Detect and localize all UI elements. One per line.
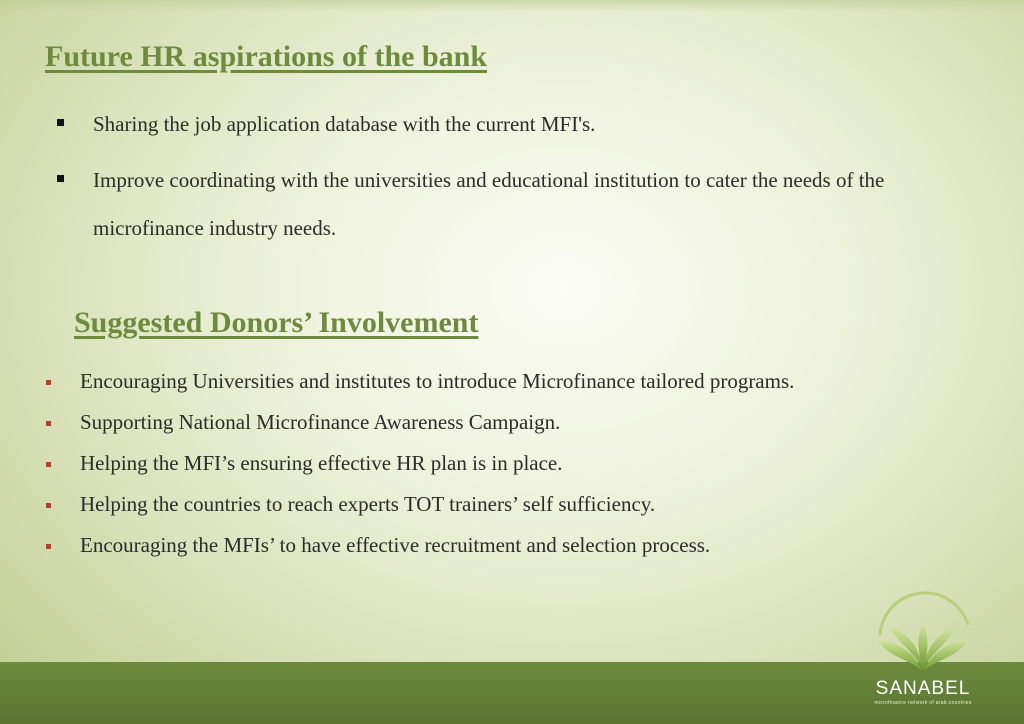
list-item [55,100,915,148]
logo-tagline: microfinance network of arab countries [874,700,972,706]
square-bullet-icon [46,421,51,426]
list-item-text: Encouraging the MFIs’ to have effective recruitment and selection process. [80,533,711,557]
list-item-text: Encouraging Universities and institutes to introduce Microfinance tailored programs. [80,369,795,393]
heading-future-hr: Future HR aspirations of the bank [45,40,488,73]
list-item [44,407,844,438]
future-hr-list [55,100,915,260]
square-bullet-icon [57,119,64,126]
list-item [44,530,844,561]
square-bullet-icon [46,544,51,549]
list-item-text: Supporting National Microfinance Awareness Campaign. [80,410,561,434]
square-bullet-icon [46,380,51,385]
square-bullet-icon [46,462,51,467]
top-stripe [0,0,1024,12]
list-item [44,448,844,479]
list-item [44,489,844,520]
list-item [44,366,844,397]
list-item-text: Improve coordinating with the universities and educational institution to cater the needs of the microfinance industry needs. [93,168,885,240]
square-bullet-icon [46,503,51,508]
donors-list [44,366,844,571]
logo-name: SANABEL [875,678,971,699]
list-item-text: Helping the MFI’s ensuring effective HR plan is in place. [80,451,563,475]
list-item [55,156,915,252]
heading-donors-involvement: Suggested Donors’ Involvement [74,306,479,339]
list-item-text: Sharing the job application database with the current MFI's. [93,112,596,136]
square-bullet-icon [57,175,64,182]
list-item-text: Helping the countries to reach experts TOT trainers’ self sufficiency. [80,492,656,516]
